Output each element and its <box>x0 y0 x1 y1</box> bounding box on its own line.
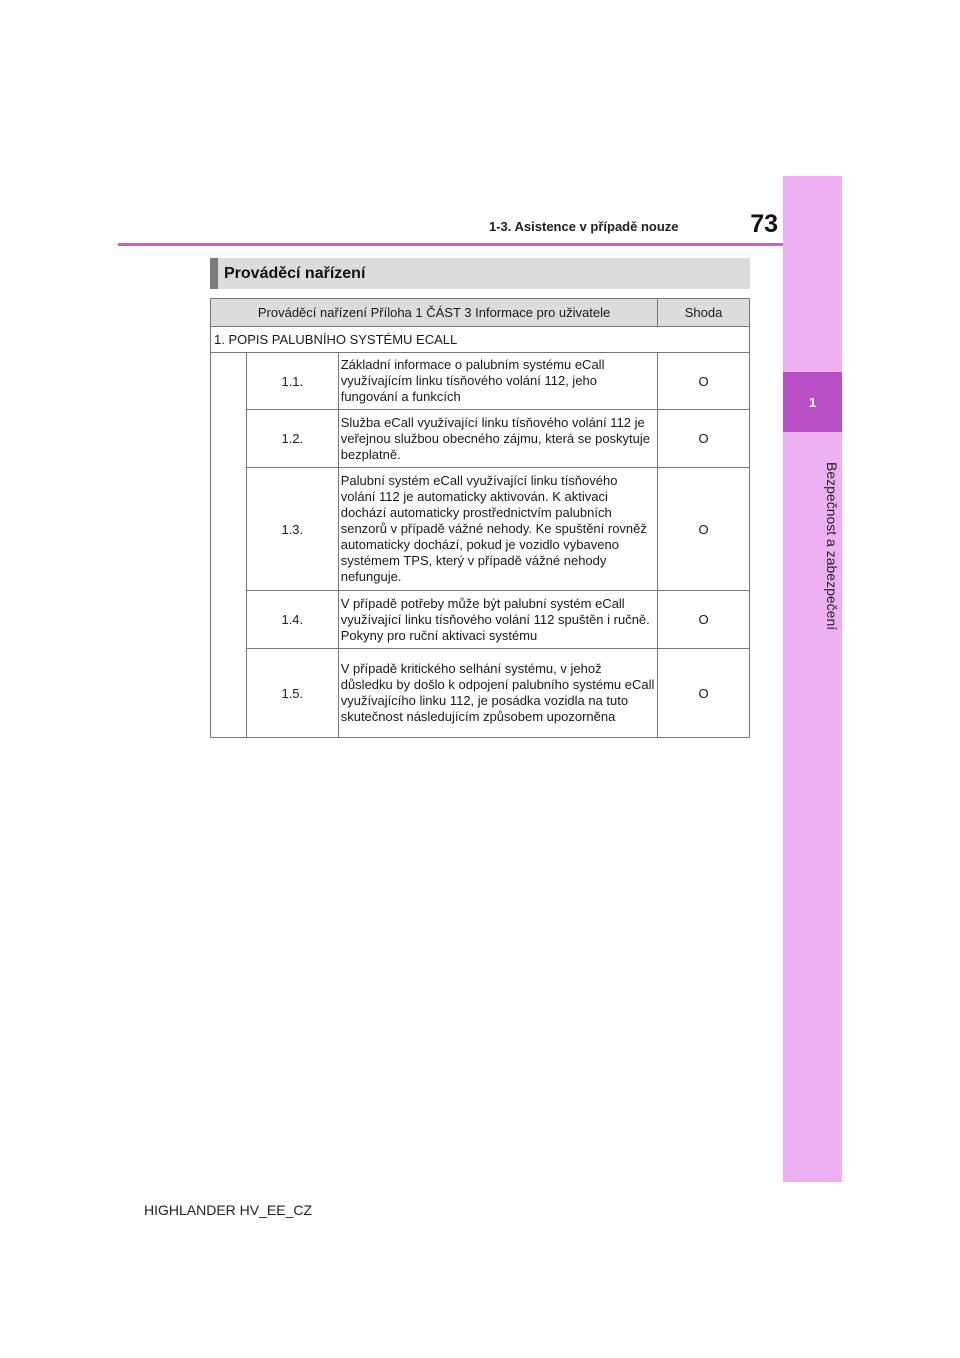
chapter-label: Bezpečnost a zabezpečení <box>824 462 840 631</box>
header-title: 1-3. Asistence v případě nouze <box>489 219 679 234</box>
header-cell-shoda: Shoda <box>658 299 750 327</box>
section-title <box>210 258 750 289</box>
header-rule <box>118 243 783 246</box>
row-number: 1.3. <box>246 468 338 591</box>
row-shoda: O <box>658 591 750 649</box>
row-number: 1.2. <box>246 410 338 468</box>
table-row <box>211 468 750 591</box>
row-text: Základní informace o palubním systému eCall využívajícím linku tísňového volání 112, jeho fungování a funkcích <box>338 353 657 410</box>
table-row <box>211 353 750 410</box>
row-shoda: O <box>658 649 750 738</box>
row-shoda: O <box>658 468 750 591</box>
footer-model: HIGHLANDER HV_EE_CZ <box>144 1202 313 1218</box>
row-number: 1.1. <box>246 353 338 410</box>
row-shoda: O <box>658 410 750 468</box>
side-tab <box>783 176 842 1182</box>
group-row <box>211 327 750 353</box>
row-text: Palubní systém eCall využívající linku tísňového volání 112 je automaticky aktivován. K aktivaci dochází automaticky prostřednictvím palubních senzorů v případě vážné nehody. Ke spuštění rovněž automaticky dochází, pokud je vozidlo vybaveno systémem TPS, který v případě vážné nehody nefunguje. <box>338 468 657 591</box>
row-number: 1.4. <box>246 591 338 649</box>
group-cell: 1. POPIS PALUBNÍHO SYSTÉMU ECALL <box>211 327 750 353</box>
row-number: 1.5. <box>246 649 338 738</box>
indent-cell <box>211 353 247 738</box>
row-shoda: O <box>658 353 750 410</box>
header-cell-info: Prováděcí nařízení Příloha 1 ČÁST 3 Informace pro uživatele <box>211 299 658 327</box>
table-row <box>211 649 750 738</box>
table-row <box>211 410 750 468</box>
row-text: V případě kritického selhání systému, v jehož důsledku by došlo k odpojení palubního systému eCall využívajícího linku 112, je posádka vozidla na tuto skutečnost následujícím způsobem upozorněna <box>338 649 657 738</box>
spec-table <box>210 298 750 738</box>
row-text: V případě potřeby může být palubní systém eCall využívající linku tísňového volání 112 spuštěn i ručně. Pokyny pro ruční aktivaci systému <box>338 591 657 649</box>
table-row <box>211 591 750 649</box>
table-header-row <box>211 299 750 327</box>
section-title-text: Prováděcí nařízení <box>224 264 366 282</box>
chapter-number: 1 <box>783 372 842 432</box>
page-number: 73 <box>750 210 778 238</box>
row-text: Služba eCall využívající linku tísňového volání 112 je veřejnou službou obecného zájmu, která se poskytuje bezplatně. <box>338 410 657 468</box>
